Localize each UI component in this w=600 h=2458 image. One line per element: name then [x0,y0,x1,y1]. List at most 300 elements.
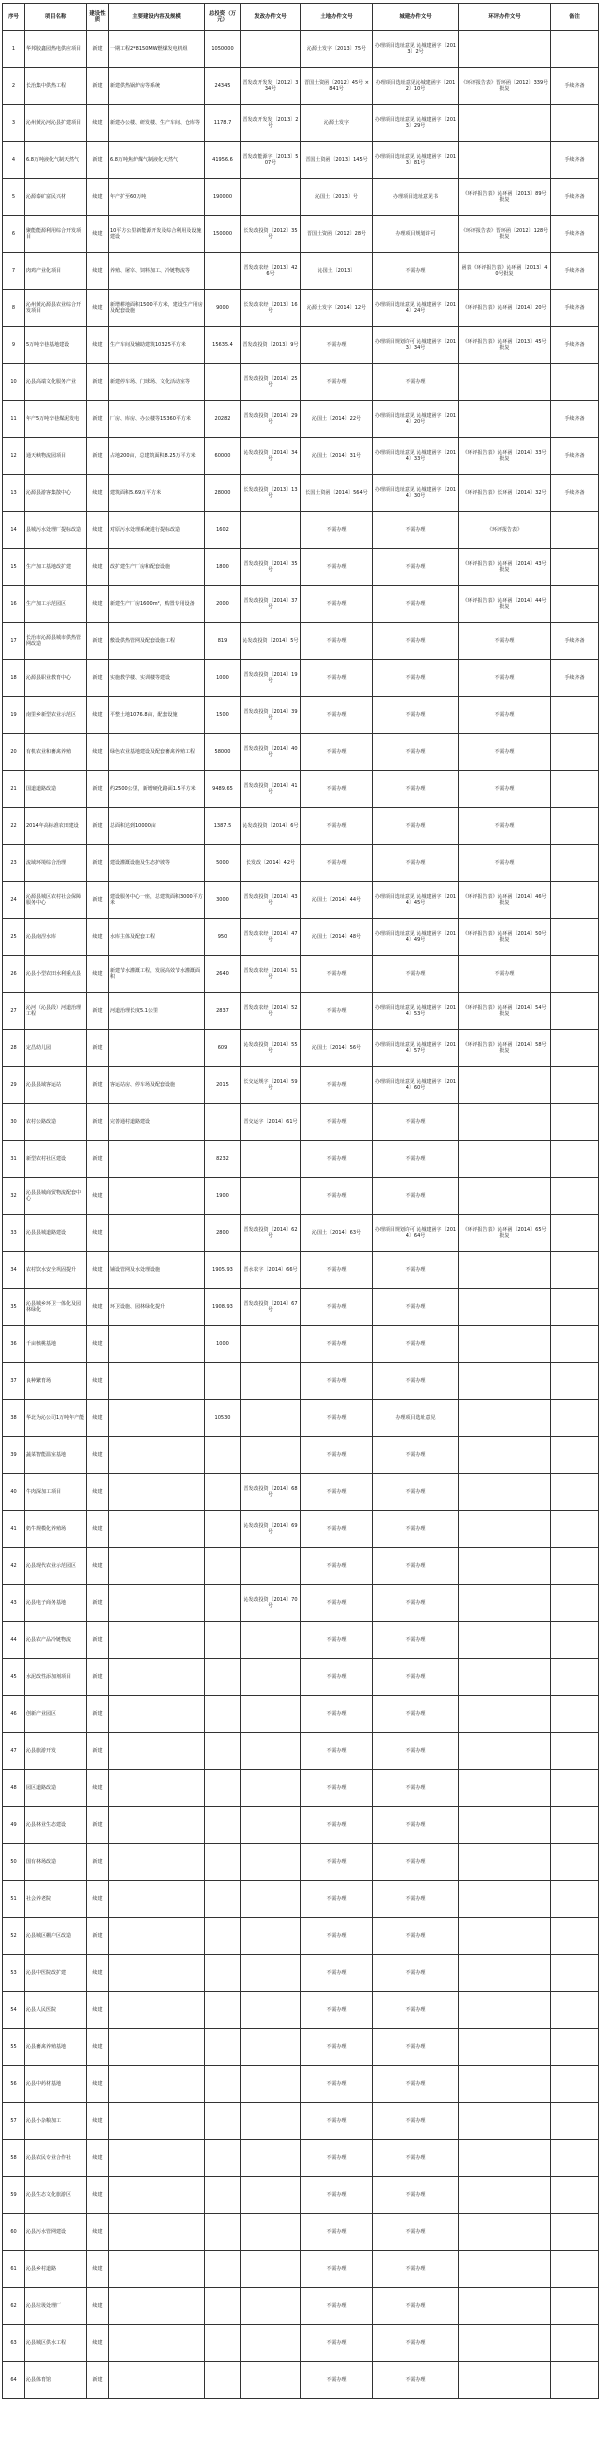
env-doc-cell [459,1881,551,1918]
table-row [3,1067,599,1104]
env-doc-cell [459,1104,551,1141]
env-doc-cell [459,401,551,438]
env-doc-cell [459,2177,551,2214]
investment-cell: 60000 [205,438,241,475]
remark-cell [551,1400,599,1437]
index-cell: 22 [3,808,25,845]
land-doc-cell: 沁国土〔2013〕 [301,253,373,290]
investment-cell [205,2066,241,2103]
env-doc-cell [459,1400,551,1437]
project-name-cell: 沁源县游客集散中心 [25,475,87,512]
remark-cell [551,1807,599,1844]
dev-reform-doc-cell [241,2140,301,2177]
content-cell [109,1770,205,1807]
build-type-cell: 新建 [87,845,109,882]
table-row [3,1881,599,1918]
remark-cell [551,2251,599,2288]
dev-reform-doc-cell: 晋发改农经〔2014〕52号 [241,993,301,1030]
urban-doc-cell: 不需办理 [373,2214,459,2251]
land-doc-cell: 不需办理 [301,1918,373,1955]
env-doc-cell [459,1289,551,1326]
table-row [3,2325,599,2362]
table-row [3,1696,599,1733]
index-cell: 39 [3,1437,25,1474]
investment-cell: 190000 [205,179,241,216]
land-doc-cell: 不需办理 [301,2214,373,2251]
build-type-cell: 续建 [87,2029,109,2066]
project-name-cell: 沁县旅游开发 [25,1733,87,1770]
build-type-cell: 续建 [87,1992,109,2029]
remark-cell [551,1770,599,1807]
land-doc-cell: 不需办理 [301,2177,373,2214]
land-doc-cell: 不需办理 [301,734,373,771]
build-type-cell: 续建 [87,2251,109,2288]
build-type-cell: 续建 [87,216,109,253]
build-type-cell: 新建 [87,1844,109,1881]
env-doc-cell: 《环评报告表》沁环函〔2014〕20号 [459,290,551,327]
index-cell: 11 [3,401,25,438]
dev-reform-doc-cell [241,1659,301,1696]
dev-reform-doc-cell [241,1178,301,1215]
build-type-cell: 续建 [87,2214,109,2251]
table-row [3,179,599,216]
build-type-cell: 续建 [87,2103,109,2140]
env-doc-cell: 不需办理 [459,771,551,808]
table-row [3,31,599,68]
remark-cell [551,1733,599,1770]
env-doc-cell: 《环评报告表》沁环函〔2014〕54号批复 [459,993,551,1030]
land-doc-cell: 沁源土发字 [301,105,373,142]
header-col-index: 序号 [3,4,25,31]
table-header-row [3,4,599,31]
dev-reform-doc-cell [241,1918,301,1955]
dev-reform-doc-cell: 晋发改投资〔2014〕41号 [241,771,301,808]
urban-doc-cell: 不需办理 [373,512,459,549]
env-doc-cell [459,2325,551,2362]
build-type-cell: 续建 [87,1252,109,1289]
investment-cell [205,1104,241,1141]
content-cell [109,1178,205,1215]
remark-cell: 手续齐备 [551,327,599,364]
land-doc-cell: 不需办理 [301,1289,373,1326]
investment-cell [205,1918,241,1955]
land-doc-cell: 不需办理 [301,2362,373,2399]
project-name-cell: 生产加工基地改扩建 [25,549,87,586]
urban-doc-cell: 不需办理 [373,1326,459,1363]
dev-reform-doc-cell: 晋发改投资〔2013〕9号 [241,327,301,364]
env-doc-cell [459,105,551,142]
remark-cell: 手续齐备 [551,401,599,438]
investment-cell [205,1548,241,1585]
index-cell: 54 [3,1992,25,2029]
dev-reform-doc-cell: 长发改投资〔2013〕13号 [241,475,301,512]
project-name-cell: 沁县电子商务基地 [25,1585,87,1622]
remark-cell [551,364,599,401]
index-cell: 45 [3,1659,25,1696]
project-name-cell: 长治集中供热工程 [25,68,87,105]
project-name-cell: 奶牛规模化养殖场 [25,1511,87,1548]
urban-doc-cell: 不需办理 [373,1178,459,1215]
dev-reform-doc-cell: 晋发改开发发〔2013〕2号 [241,105,301,142]
index-cell: 30 [3,1104,25,1141]
land-doc-cell: 不需办理 [301,1400,373,1437]
dev-reform-doc-cell: 晋发改投资〔2014〕35号 [241,549,301,586]
land-doc-cell: 不需办理 [301,1844,373,1881]
index-cell: 14 [3,512,25,549]
dev-reform-doc-cell [241,1770,301,1807]
dev-reform-doc-cell: 沁发改投资〔2014〕6号 [241,808,301,845]
dev-reform-doc-cell [241,1992,301,2029]
header-col-investment: 总投资（万元） [205,4,241,31]
project-name-cell: 长治市沁源县城市供热管网改造 [25,623,87,660]
remark-cell [551,1659,599,1696]
urban-doc-cell: 办理项目选址意见 沁城建函字〔2014〕30号 [373,475,459,512]
urban-doc-cell: 不需办理 [373,364,459,401]
remark-cell [551,845,599,882]
urban-doc-cell: 办理项目规划许可 沁城建函字〔2014〕64号 [373,1215,459,1252]
land-doc-cell: 晋国土资函〔2012〕28号 [301,216,373,253]
build-type-cell: 续建 [87,290,109,327]
land-doc-cell: 不需办理 [301,1252,373,1289]
investment-cell: 1387.5 [205,808,241,845]
project-name-cell: 水泥改性添加剂项目 [25,1659,87,1696]
remark-cell [551,1030,599,1067]
table-row [3,1548,599,1585]
investment-cell [205,1622,241,1659]
build-type-cell: 续建 [87,2177,109,2214]
dev-reform-doc-cell: 晋发改投资〔2014〕68号 [241,1474,301,1511]
dev-reform-doc-cell [241,2288,301,2325]
urban-doc-cell: 不需办理 [373,1437,459,1474]
content-cell [109,1955,205,1992]
build-type-cell: 新建 [87,2362,109,2399]
investment-cell [205,2251,241,2288]
dev-reform-doc-cell: 晋发改投资〔2014〕39号 [241,697,301,734]
build-type-cell: 续建 [87,253,109,290]
table-row [3,845,599,882]
dev-reform-doc-cell [241,1437,301,1474]
content-cell [109,2214,205,2251]
dev-reform-doc-cell [241,2029,301,2066]
investment-cell [205,2214,241,2251]
header-col-env-doc: 环评办件文号 [459,4,551,31]
urban-doc-cell: 办理项目选址意见 沁城建函字〔2014〕53号 [373,993,459,1030]
env-doc-cell: 《环评报告表》沁环函〔2014〕46号批复 [459,882,551,919]
dev-reform-doc-cell: 晋发改投资〔2014〕25号 [241,364,301,401]
env-doc-cell [459,1511,551,1548]
table-row [3,438,599,475]
index-cell: 44 [3,1622,25,1659]
dev-reform-doc-cell [241,512,301,549]
index-cell: 5 [3,179,25,216]
investment-cell: 1900 [205,1178,241,1215]
urban-doc-cell: 不需办理 [373,1955,459,1992]
env-doc-cell [459,1918,551,1955]
build-type-cell: 新建 [87,1585,109,1622]
dev-reform-doc-cell: 长交运规字〔2014〕59号 [241,1067,301,1104]
env-doc-cell: 《环评报告表》长环函〔2014〕32号 [459,475,551,512]
investment-cell: 819 [205,623,241,660]
content-cell [109,1437,205,1474]
land-doc-cell: 不需办理 [301,660,373,697]
header-col-project-name: 项目名称 [25,4,87,31]
remark-cell [551,31,599,68]
remark-cell [551,771,599,808]
urban-doc-cell: 不需办理 [373,1511,459,1548]
project-name-cell: 华邦胶鑫园热电供应项目 [25,31,87,68]
project-name-cell: 沁县县域客运站 [25,1067,87,1104]
content-cell: 新建节水灌溉工程，发展高效节水灌溉面积 [109,956,205,993]
table-row [3,549,599,586]
content-cell [109,2362,205,2399]
urban-doc-cell: 不需办理 [373,1733,459,1770]
content-cell [109,2325,205,2362]
remark-cell [551,2140,599,2177]
index-cell: 41 [3,1511,25,1548]
content-cell [109,1585,205,1622]
remark-cell [551,549,599,586]
dev-reform-doc-cell: 晋发改投资〔2014〕29号 [241,401,301,438]
dev-reform-doc-cell: 晋发改投资〔2014〕67号 [241,1289,301,1326]
investment-cell: 1500 [205,697,241,734]
env-doc-cell [459,2362,551,2399]
project-name-cell: 沁县中医院改扩建 [25,1955,87,1992]
project-name-cell: 国有林场改造 [25,1844,87,1881]
env-doc-cell [459,142,551,179]
investment-cell [205,1881,241,1918]
land-doc-cell: 不需办理 [301,1437,373,1474]
project-name-cell: 沁县城区供水工程 [25,2325,87,2362]
content-cell [109,1881,205,1918]
index-cell: 12 [3,438,25,475]
urban-doc-cell: 办理项目选址意见 沁城建函字〔2014〕60号 [373,1067,459,1104]
investment-cell [205,1955,241,1992]
build-type-cell: 续建 [87,1437,109,1474]
project-name-cell: 生产加工示范园区 [25,586,87,623]
investment-cell: 2800 [205,1215,241,1252]
env-doc-cell [459,2066,551,2103]
investment-cell [205,2103,241,2140]
build-type-cell: 新建 [87,1659,109,1696]
content-cell: 铺设管网及水处理设施 [109,1252,205,1289]
env-doc-cell [459,2140,551,2177]
table-row [3,2251,599,2288]
build-type-cell: 新建 [87,31,109,68]
land-doc-cell: 沁源土发字〔2014〕12号 [301,290,373,327]
build-type-cell: 新建 [87,142,109,179]
dev-reform-doc-cell [241,1733,301,1770]
investment-cell: 1908.93 [205,1289,241,1326]
content-cell [109,1992,205,2029]
investment-cell [205,2362,241,2399]
index-cell: 60 [3,2214,25,2251]
table-row [3,2177,599,2214]
project-name-cell: 牛肉深加工项目 [25,1474,87,1511]
project-name-cell: 沁县生态文化旅游区 [25,2177,87,2214]
investment-cell [205,1844,241,1881]
env-doc-cell [459,1770,551,1807]
env-doc-cell: 不需办理 [459,623,551,660]
build-type-cell: 新建 [87,660,109,697]
investment-cell: 24345 [205,68,241,105]
investment-cell: 1178.7 [205,105,241,142]
remark-cell [551,1363,599,1400]
index-cell: 25 [3,919,25,956]
dev-reform-doc-cell [241,1622,301,1659]
remark-cell [551,1215,599,1252]
content-cell [109,1030,205,1067]
land-doc-cell: 沁国土〔2013〕号 [301,179,373,216]
urban-doc-cell: 不需办理 [373,253,459,290]
remark-cell [551,1881,599,1918]
urban-doc-cell: 办理项目选址意见 [373,1400,459,1437]
urban-doc-cell: 不需办理 [373,1585,459,1622]
land-doc-cell: 不需办理 [301,1141,373,1178]
dev-reform-doc-cell [241,1326,301,1363]
build-type-cell: 续建 [87,179,109,216]
project-name-cell: 沁县农民专业合作社 [25,2140,87,2177]
content-cell [109,2066,205,2103]
content-cell [109,2177,205,2214]
env-doc-cell: 《环评报告表》沁环函〔2014〕65号批复 [459,1215,551,1252]
urban-doc-cell: 办理项目规划许可 [373,216,459,253]
investment-cell: 9000 [205,290,241,327]
content-cell: 建筑面积5.69万平方米 [109,475,205,512]
index-cell: 61 [3,2251,25,2288]
project-name-cell: 蔬菜智能温室基地 [25,1437,87,1474]
env-doc-cell [459,1252,551,1289]
content-cell [109,1474,205,1511]
build-type-cell: 续建 [87,1548,109,1585]
env-doc-cell: 《环评报告表》沁环函〔2014〕43号批复 [459,549,551,586]
remark-cell [551,1326,599,1363]
header-col-build-type: 建设性质 [87,4,109,31]
dev-reform-doc-cell: 晋发改投资〔2014〕37号 [241,586,301,623]
remark-cell: 手续齐备 [551,142,599,179]
content-cell: 总面积达到10000亩 [109,808,205,845]
project-name-cell: 沁县垃圾处理厂 [25,2288,87,2325]
investment-cell: 41956.6 [205,142,241,179]
build-type-cell: 新建 [87,1030,109,1067]
index-cell: 40 [3,1474,25,1511]
content-cell [109,2288,205,2325]
project-name-cell: 沁源县城区农村社会保障服务中心 [25,882,87,919]
remark-cell [551,1289,599,1326]
table-row [3,2140,599,2177]
remark-cell [551,1548,599,1585]
table-row [3,1178,599,1215]
remark-cell [551,1696,599,1733]
remark-cell [551,882,599,919]
project-name-cell: 沁县林业生态建设 [25,1807,87,1844]
env-doc-cell [459,1141,551,1178]
dev-reform-doc-cell [241,1696,301,1733]
investment-cell: 5000 [205,845,241,882]
table-row [3,1030,599,1067]
remark-cell: 手续齐备 [551,623,599,660]
content-cell [109,1400,205,1437]
env-doc-cell: 《环评报告表》沁环函〔2014〕44号批复 [459,586,551,623]
project-name-cell: 沁县南涅水库 [25,919,87,956]
urban-doc-cell: 不需办理 [373,1696,459,1733]
env-doc-cell [459,1659,551,1696]
table-row [3,1104,599,1141]
land-doc-cell: 沁国土〔2014〕44号 [301,882,373,919]
env-doc-cell [459,1548,551,1585]
build-type-cell: 续建 [87,956,109,993]
project-name-cell: 华北为沁公司1万吨年产能 [25,1400,87,1437]
build-type-cell: 新建 [87,808,109,845]
content-cell: 养殖、屠宰、饲料加工、冷链物流等 [109,253,205,290]
investment-cell [205,2140,241,2177]
urban-doc-cell: 不需办理 [373,1622,459,1659]
remark-cell [551,1067,599,1104]
investment-cell: 58000 [205,734,241,771]
project-name-cell: 沁源县职业教育中心 [25,660,87,697]
remark-cell: 手续齐备 [551,68,599,105]
urban-doc-cell: 不需办理 [373,2029,459,2066]
land-doc-cell: 不需办理 [301,512,373,549]
investment-cell: 1905.93 [205,1252,241,1289]
build-type-cell: 续建 [87,734,109,771]
content-cell [109,1733,205,1770]
table-row [3,2288,599,2325]
build-type-cell: 续建 [87,2288,109,2325]
urban-doc-cell: 不需办理 [373,1474,459,1511]
index-cell: 15 [3,549,25,586]
land-doc-cell: 不需办理 [301,1548,373,1585]
env-doc-cell [459,2103,551,2140]
env-doc-cell: 函表《环评报告表》沁环函〔2013〕40号批复 [459,253,551,290]
build-type-cell: 续建 [87,1289,109,1326]
project-name-cell: 沁县人民医院 [25,1992,87,2029]
env-doc-cell: 《环评报告表》 [459,512,551,549]
index-cell: 48 [3,1770,25,1807]
env-doc-cell: 《环评报告表》晋环函〔2012〕339号批复 [459,68,551,105]
build-type-cell: 新建 [87,993,109,1030]
table-row [3,364,599,401]
urban-doc-cell: 不需办理 [373,1363,459,1400]
urban-doc-cell: 办理项目选址意见 沁城建函字〔2014〕20号 [373,401,459,438]
build-type-cell: 续建 [87,2140,109,2177]
dev-reform-doc-cell: 晋水农字〔2014〕66号 [241,1252,301,1289]
index-cell: 62 [3,2288,25,2325]
remark-cell [551,1104,599,1141]
content-cell [109,1511,205,1548]
content-cell [109,1326,205,1363]
urban-doc-cell: 不需办理 [373,1844,459,1881]
investment-cell: 1000 [205,660,241,697]
remark-cell [551,1918,599,1955]
remark-cell [551,512,599,549]
land-doc-cell: 不需办理 [301,956,373,993]
investment-cell [205,2177,241,2214]
build-type-cell: 续建 [87,1178,109,1215]
table-row [3,512,599,549]
project-name-cell: 园区道路改造 [25,1770,87,1807]
urban-doc-cell: 办理项目规划许可 沁城建函字〔2013〕34号 [373,327,459,364]
urban-doc-cell: 不需办理 [373,1807,459,1844]
env-doc-cell: 不需办理 [459,734,551,771]
table-row [3,1992,599,2029]
urban-doc-cell: 不需办理 [373,734,459,771]
investment-cell [205,1770,241,1807]
remark-cell [551,2066,599,2103]
urban-doc-cell: 不需办理 [373,586,459,623]
env-doc-cell [459,1844,551,1881]
urban-doc-cell: 不需办理 [373,2362,459,2399]
index-cell: 18 [3,660,25,697]
